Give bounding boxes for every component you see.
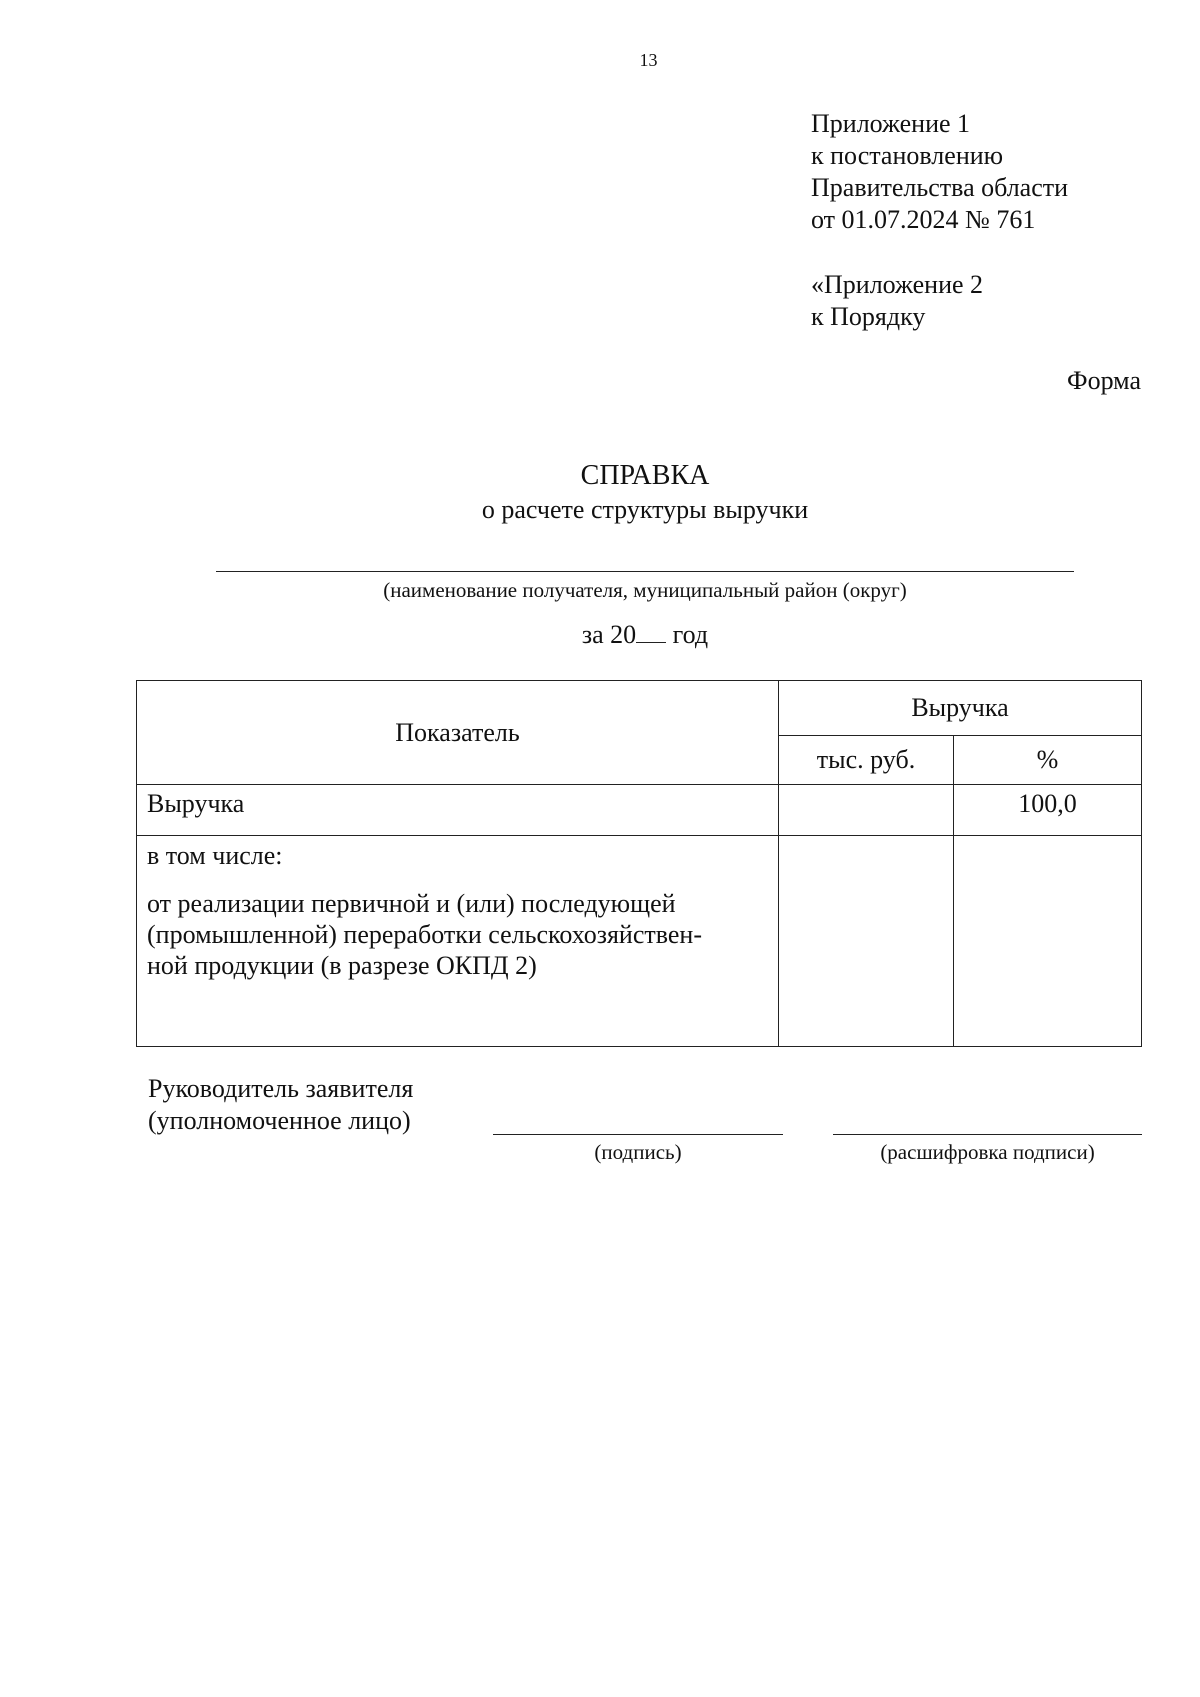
signature-line [493,1134,783,1135]
appendix-line: «Приложение 2 [811,270,984,299]
table-row [137,785,1142,836]
signature-decoding-caption: (расшифровка подписи) [880,1140,1095,1164]
cell-revenue-thousands [779,785,954,836]
detail-intro: в том числе: [147,841,283,870]
appendix-line: к Порядку [811,302,926,331]
revenue-structure-table [136,680,1142,1047]
detail-line: от реализации первичной и (или) последующей [147,889,676,918]
header-revenue: Выручка [779,681,1142,736]
approval-block [811,108,1068,333]
cell-revenue-percent: 100,0 [954,785,1142,836]
detail-line: ной продукции (в разрезе ОКПД 2) [147,951,537,980]
document-subtitle: о расчете структуры выручки [481,495,809,524]
header-thousands: тыс. руб. [779,736,954,785]
detail-line: (промышленной) переработки сельскохозяйствен- [147,920,702,949]
cell-detail-thousands [779,836,954,1047]
period-suffix: год [672,620,709,649]
row-label-detail [137,836,779,1047]
period-prefix: за 20 [581,620,637,649]
cell-detail-percent [954,836,1142,1047]
approval-line: Правительства области [811,173,1069,202]
signature-caption: (подпись) [594,1140,682,1164]
row-label-revenue: Выручка [137,785,779,836]
header-percent: % [954,736,1142,785]
approval-line: Приложение 1 [811,109,971,138]
approval-line: к постановлению [811,141,1004,170]
signer-block [148,1073,413,1137]
approval-line: от 01.07.2024 № 761 [811,205,1036,234]
table-row [137,836,1142,1047]
recipient-name-line [216,571,1074,572]
year-blank [636,620,666,643]
recipient-caption: (наименование получателя, муниципальный район (округ) [383,578,907,602]
signature-decoding-line [833,1134,1142,1135]
page-number: 13 [639,50,658,70]
form-label: Форма [1067,366,1141,395]
header-indicator: Показатель [137,681,779,785]
table-header-row [137,681,1142,736]
signer-role-note: (уполномоченное лицо) [148,1106,411,1135]
document-title: СПРАВКА [580,460,710,491]
period-line [0,620,1200,650]
signer-role: Руководитель заявителя [148,1074,414,1103]
